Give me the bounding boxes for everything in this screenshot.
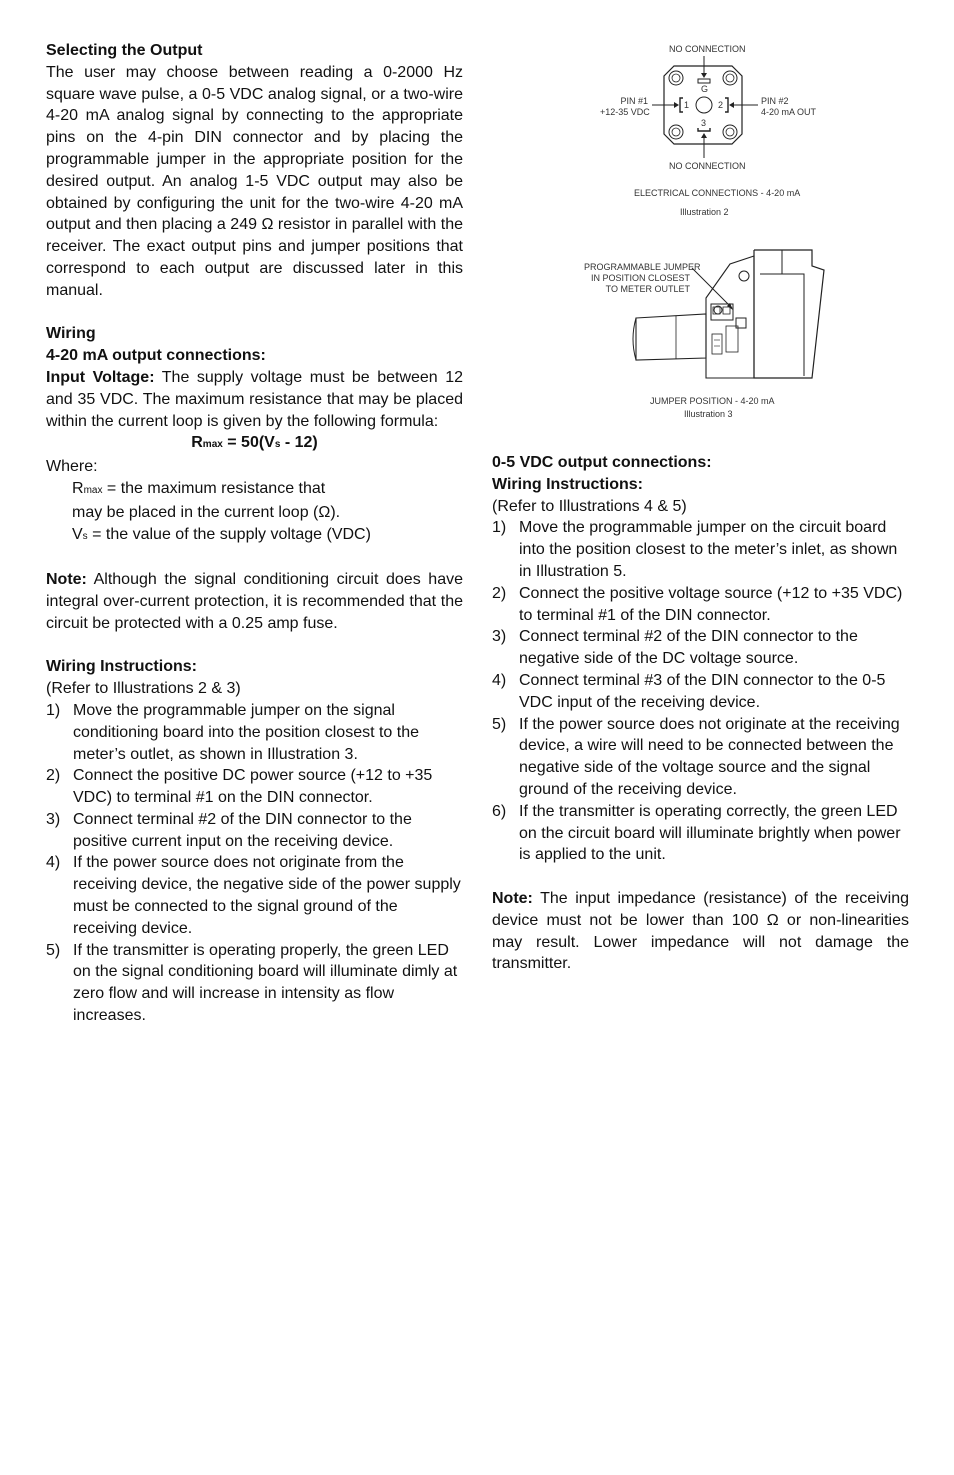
step-text: Connect terminal #2 of the DIN connector to the positive current input on the receiving device. [73,810,412,850]
def-v-text: = the value of the supply voltage (VDC) [87,525,371,543]
def-v: V [72,525,83,543]
step-text: Connect the positive voltage source (+12 to +35 VDC) to terminal #1 of the DIN connector. [519,584,903,624]
step-number: 2) [46,767,61,785]
list-item [492,801,909,866]
left-column [46,40,463,1027]
right-column [492,452,909,975]
right-note-label: Note: [492,889,533,907]
rmax-formula [46,432,463,456]
wiring-instructions-heading: Wiring Instructions: [46,658,197,676]
pin2-label [761,96,816,118]
fuse-note [46,569,463,634]
step-number: 1) [492,519,507,537]
step-text: Connect the positive DC power source (+12 to +35 VDC) to terminal #1 on the DIN connector. [73,767,433,807]
list-item [492,714,909,801]
step-text: Connect terminal #2 of the DIN connector to the negative side of the DC voltage source. [519,628,858,668]
ground-g-label: G [701,84,709,94]
list-item [46,809,463,853]
list-item [46,700,463,765]
step-text: If the transmitter is operating correctly, the green LED on the circuit board will illuminate brightly when power is applied to the unit. [519,802,901,864]
wiring-steps-0-5vdc [492,517,909,866]
step-number: 6) [492,802,507,820]
subheading-4-20ma: 4-20 mA output connections: [46,347,266,365]
jumper-label-line-3: TO METER OUTLET [605,284,690,294]
jumper-label-line-1: PROGRAMMABLE JUMPER [584,262,701,272]
illustration-2-number: Illustration 2 [680,207,729,217]
def-r: R [72,479,84,497]
pin1-label [600,96,648,118]
rmax-definition [46,478,463,502]
vs-definition [46,524,463,548]
formula-s-sub: s [274,439,281,451]
step-number: 2) [492,584,507,602]
list-item [492,626,909,670]
step-number: 3) [46,810,61,828]
pin2-title: PIN #2 [761,96,789,106]
step-number: 1) [46,701,61,719]
list-item [46,852,463,939]
pin1-number: 1 [684,100,690,110]
input-voltage-paragraph [46,367,463,432]
jumper-label-line-2: IN POSITION CLOSEST [590,273,690,283]
illustration-3-number: Illustration 3 [684,409,733,419]
step-text: If the power source does not originate at the receiving device, a wire will need to be connected between the negative side of the voltage source and the signal ground of the receiving device. [519,715,900,798]
step-number: 4) [46,854,61,872]
section-heading-wiring: Wiring [46,325,96,343]
step-number: 5) [46,941,61,959]
subheading-0-5vdc: 0-5 VDC output connections: [492,454,712,471]
step-number: 3) [492,628,507,646]
top-no-connection-label: NO CONNECTION [669,44,746,54]
section-heading-selecting-output: Selecting the Output [46,42,203,59]
list-item [492,583,909,627]
step-number: 5) [492,715,507,733]
formula-end: - 12) [280,434,318,452]
def-max-sub: max [83,484,103,496]
note-label: Note: [46,571,87,589]
rmax-definition-cont: may be placed in the current loop (Ω). [72,503,341,521]
list-item [492,670,909,714]
step-text: Move the programmable jumper on the signal conditioning board into the position closest to the meter’s outlet, as shown in Illustration 3. [73,701,420,763]
input-voltage-label: Input Voltage: [46,368,155,386]
step-text: If the power source does not originate from the receiving device, the negative side of the power supply must be connected to the signal ground of the receiving device. [73,854,461,937]
pin3-number: 3 [701,118,707,128]
step-text: If the transmitter is operating properly, the green LED on the signal conditioning board will illuminate dimly at zero flow and will increase in intensity as flow increases. [73,941,458,1025]
step-number: 4) [492,671,507,689]
step-text: Connect terminal #3 of the DIN connector to the 0-5 VDC input of the receiving device. [519,671,886,711]
illustration-3-caption: JUMPER POSITION - 4-20 mA [650,396,775,406]
illustration-3-jumper-position [580,246,840,426]
def-s-sub: s [82,530,88,542]
right-note-text: The input impedance (resistance) of the receiving device must not be lower than 100 Ω or non-linearities may result. Lower impedance will not damage the transmitter. [492,889,909,973]
where-label: Where: [46,458,98,476]
illustration-2-caption: ELECTRICAL CONNECTIONS - 4-20 mA [634,188,801,198]
bottom-no-connection-label: NO CONNECTION [669,161,746,171]
pin1-title: PIN #1 [620,96,648,106]
list-item [46,940,463,1027]
jumper-label [584,262,701,295]
wiring-instructions-refer: (Refer to Illustrations 2 & 3) [46,680,241,698]
pin2-number: 2 [718,100,724,110]
selecting-output-paragraph: The user may choose between reading a 0-2000 Hz square wave pulse, a 0-5 VDC analog signal, or a two-wire 4-20 mA analog signal by connecting to the appropriate pins on the 4-pin DIN connector and by placing the programmable jumper in the appropriate position for the desired output. An analog 1-5 VDC output may also be obtained by configuring the unit for the two-wire 4-20 mA output and then placing a 249 Ω resistor in parallel with the receiver. The exact output pins and jumper positions that correspond to each output are discussed later in this manual. [46,63,463,299]
pin1-voltage: +12-35 VDC [600,107,650,117]
note-text: Although the signal conditioning circuit does have integral over-current protection, it is recommended that the circuit be protected with a 0.25 amp fuse. [46,571,463,632]
formula-max-sub: max [202,439,223,451]
def-r-text: = the maximum resistance that [102,479,326,497]
step-text: Move the programmable jumper on the circuit board into the position closest to the meter’s inlet, as shown in Illustration 5. [519,519,898,580]
illustration-2-din-connector [580,40,840,225]
impedance-note [492,888,909,975]
list-item [46,765,463,809]
wiring-steps-4-20ma [46,700,463,1027]
formula-r: R [191,434,203,452]
pin2-output: 4-20 mA OUT [761,107,817,117]
formula-mid: = 50(V [222,434,275,452]
right-wiring-instructions-refer: (Refer to Illustrations 4 & 5) [492,497,687,515]
right-wiring-instructions-heading: Wiring Instructions: [492,475,643,493]
input-voltage-text: The supply voltage must be between 12 and 35 VDC. The maximum resistance that may be placed within the current loop is given by the following formula: [46,368,464,430]
list-item [492,517,909,582]
